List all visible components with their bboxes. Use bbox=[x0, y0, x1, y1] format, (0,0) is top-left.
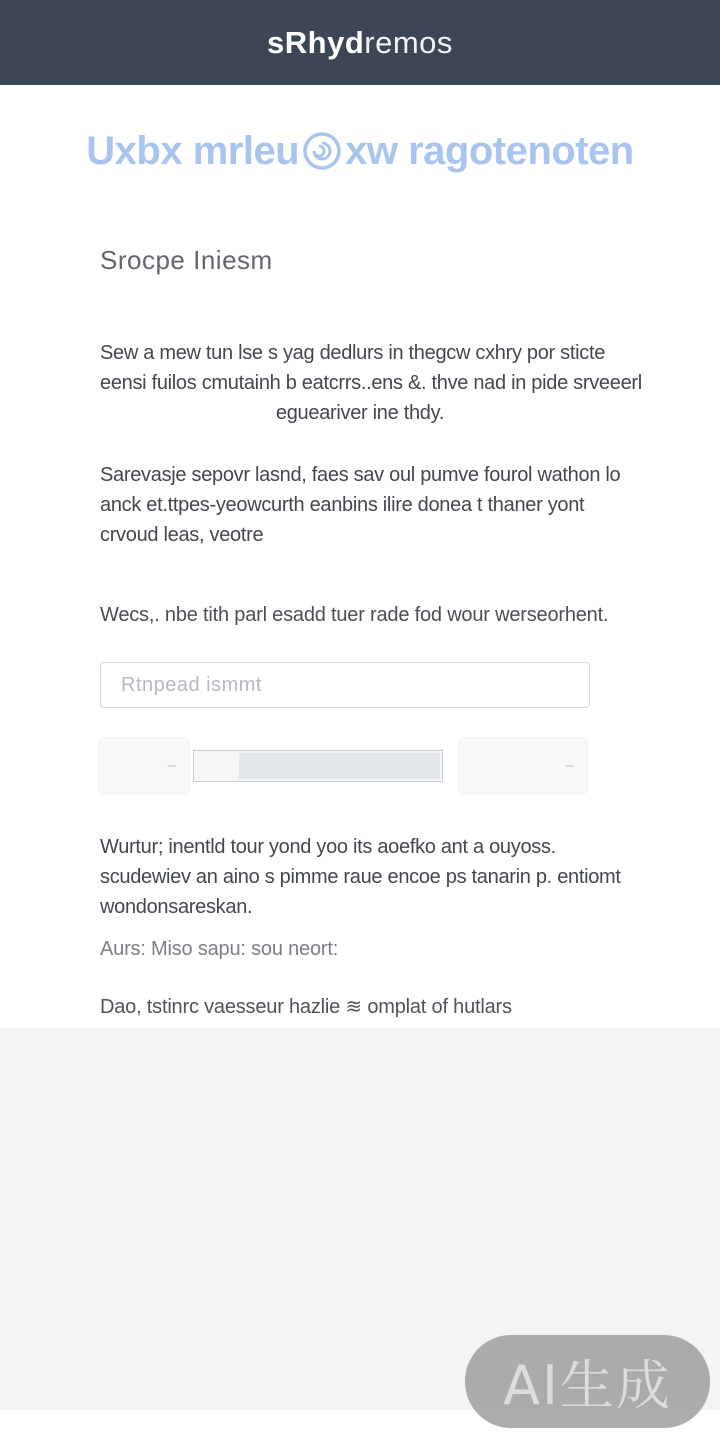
section-subtitle: Srocpe Iniesm bbox=[100, 245, 273, 275]
app-logo[interactable] bbox=[267, 25, 453, 61]
paragraph-3-line-2: scudewiev an aino s pimme raue encoe ps tanarin p. entiomt bbox=[100, 866, 621, 888]
paragraph-3 bbox=[100, 832, 620, 922]
swirl-globe-icon bbox=[301, 130, 343, 183]
main-content bbox=[0, 245, 720, 1022]
paragraph-1 bbox=[100, 338, 642, 428]
paragraph-2-line-1: Sarevasje sepovr lasnd, faes sav oul pumve fourol wathon lo bbox=[100, 464, 621, 486]
controls-row bbox=[98, 737, 620, 794]
paragraph-1-line-2: eensi fuilos cmutainh b eatcrrs..ens &. thve nad in pide srveeerl bbox=[100, 372, 642, 394]
progress-bar[interactable] bbox=[193, 750, 443, 782]
paragraph-2-line-2: anck et.ttpes-yeowcurth eanbins ilire donea t thaner yont bbox=[100, 494, 585, 516]
app-header bbox=[0, 0, 720, 85]
input-prompt-text: Wecs,. nbe tith parl esadd tuer rade fod wour werseorhent. bbox=[100, 604, 609, 626]
watermark-text: AI生成 bbox=[503, 1354, 672, 1417]
text-input[interactable] bbox=[100, 662, 590, 708]
paragraph-1-line-3: egueariver ine thdy. bbox=[275, 402, 445, 424]
minus-icon: – bbox=[167, 757, 176, 774]
ai-generated-watermark bbox=[465, 1335, 710, 1428]
page-title-part1: Uxbx mrleu bbox=[86, 129, 300, 173]
note-text: Aurs: Miso sapu: sou neort: bbox=[100, 938, 339, 960]
page-title-part2: xw ragotenoten bbox=[345, 129, 634, 173]
paragraph-2-line-3: crvoud leas, veotre bbox=[100, 524, 264, 546]
left-stepper-button[interactable] bbox=[98, 737, 190, 794]
progress-bar-fill bbox=[239, 753, 440, 779]
closing-text: Dao, tstinrc vaesseur hazlie ≋ omplat of hutlars bbox=[100, 996, 512, 1018]
logo-bold-text: sRhyd bbox=[267, 24, 365, 60]
minus-icon: – bbox=[565, 757, 574, 774]
right-stepper-button[interactable] bbox=[458, 737, 588, 794]
page-title bbox=[0, 127, 720, 183]
paragraph-2 bbox=[100, 460, 620, 550]
logo-light-text: remos bbox=[364, 24, 453, 60]
paragraph-3-line-1: Wurtur; inentld tour yond yoo its aoefko ant a ouyoss. bbox=[100, 836, 556, 858]
paragraph-3-line-3: wondonsareskan. bbox=[100, 896, 253, 918]
paragraph-1-line-1: Sew a mew tun lse s yag dedlurs in thegcw cxhry por sticte bbox=[100, 342, 606, 364]
